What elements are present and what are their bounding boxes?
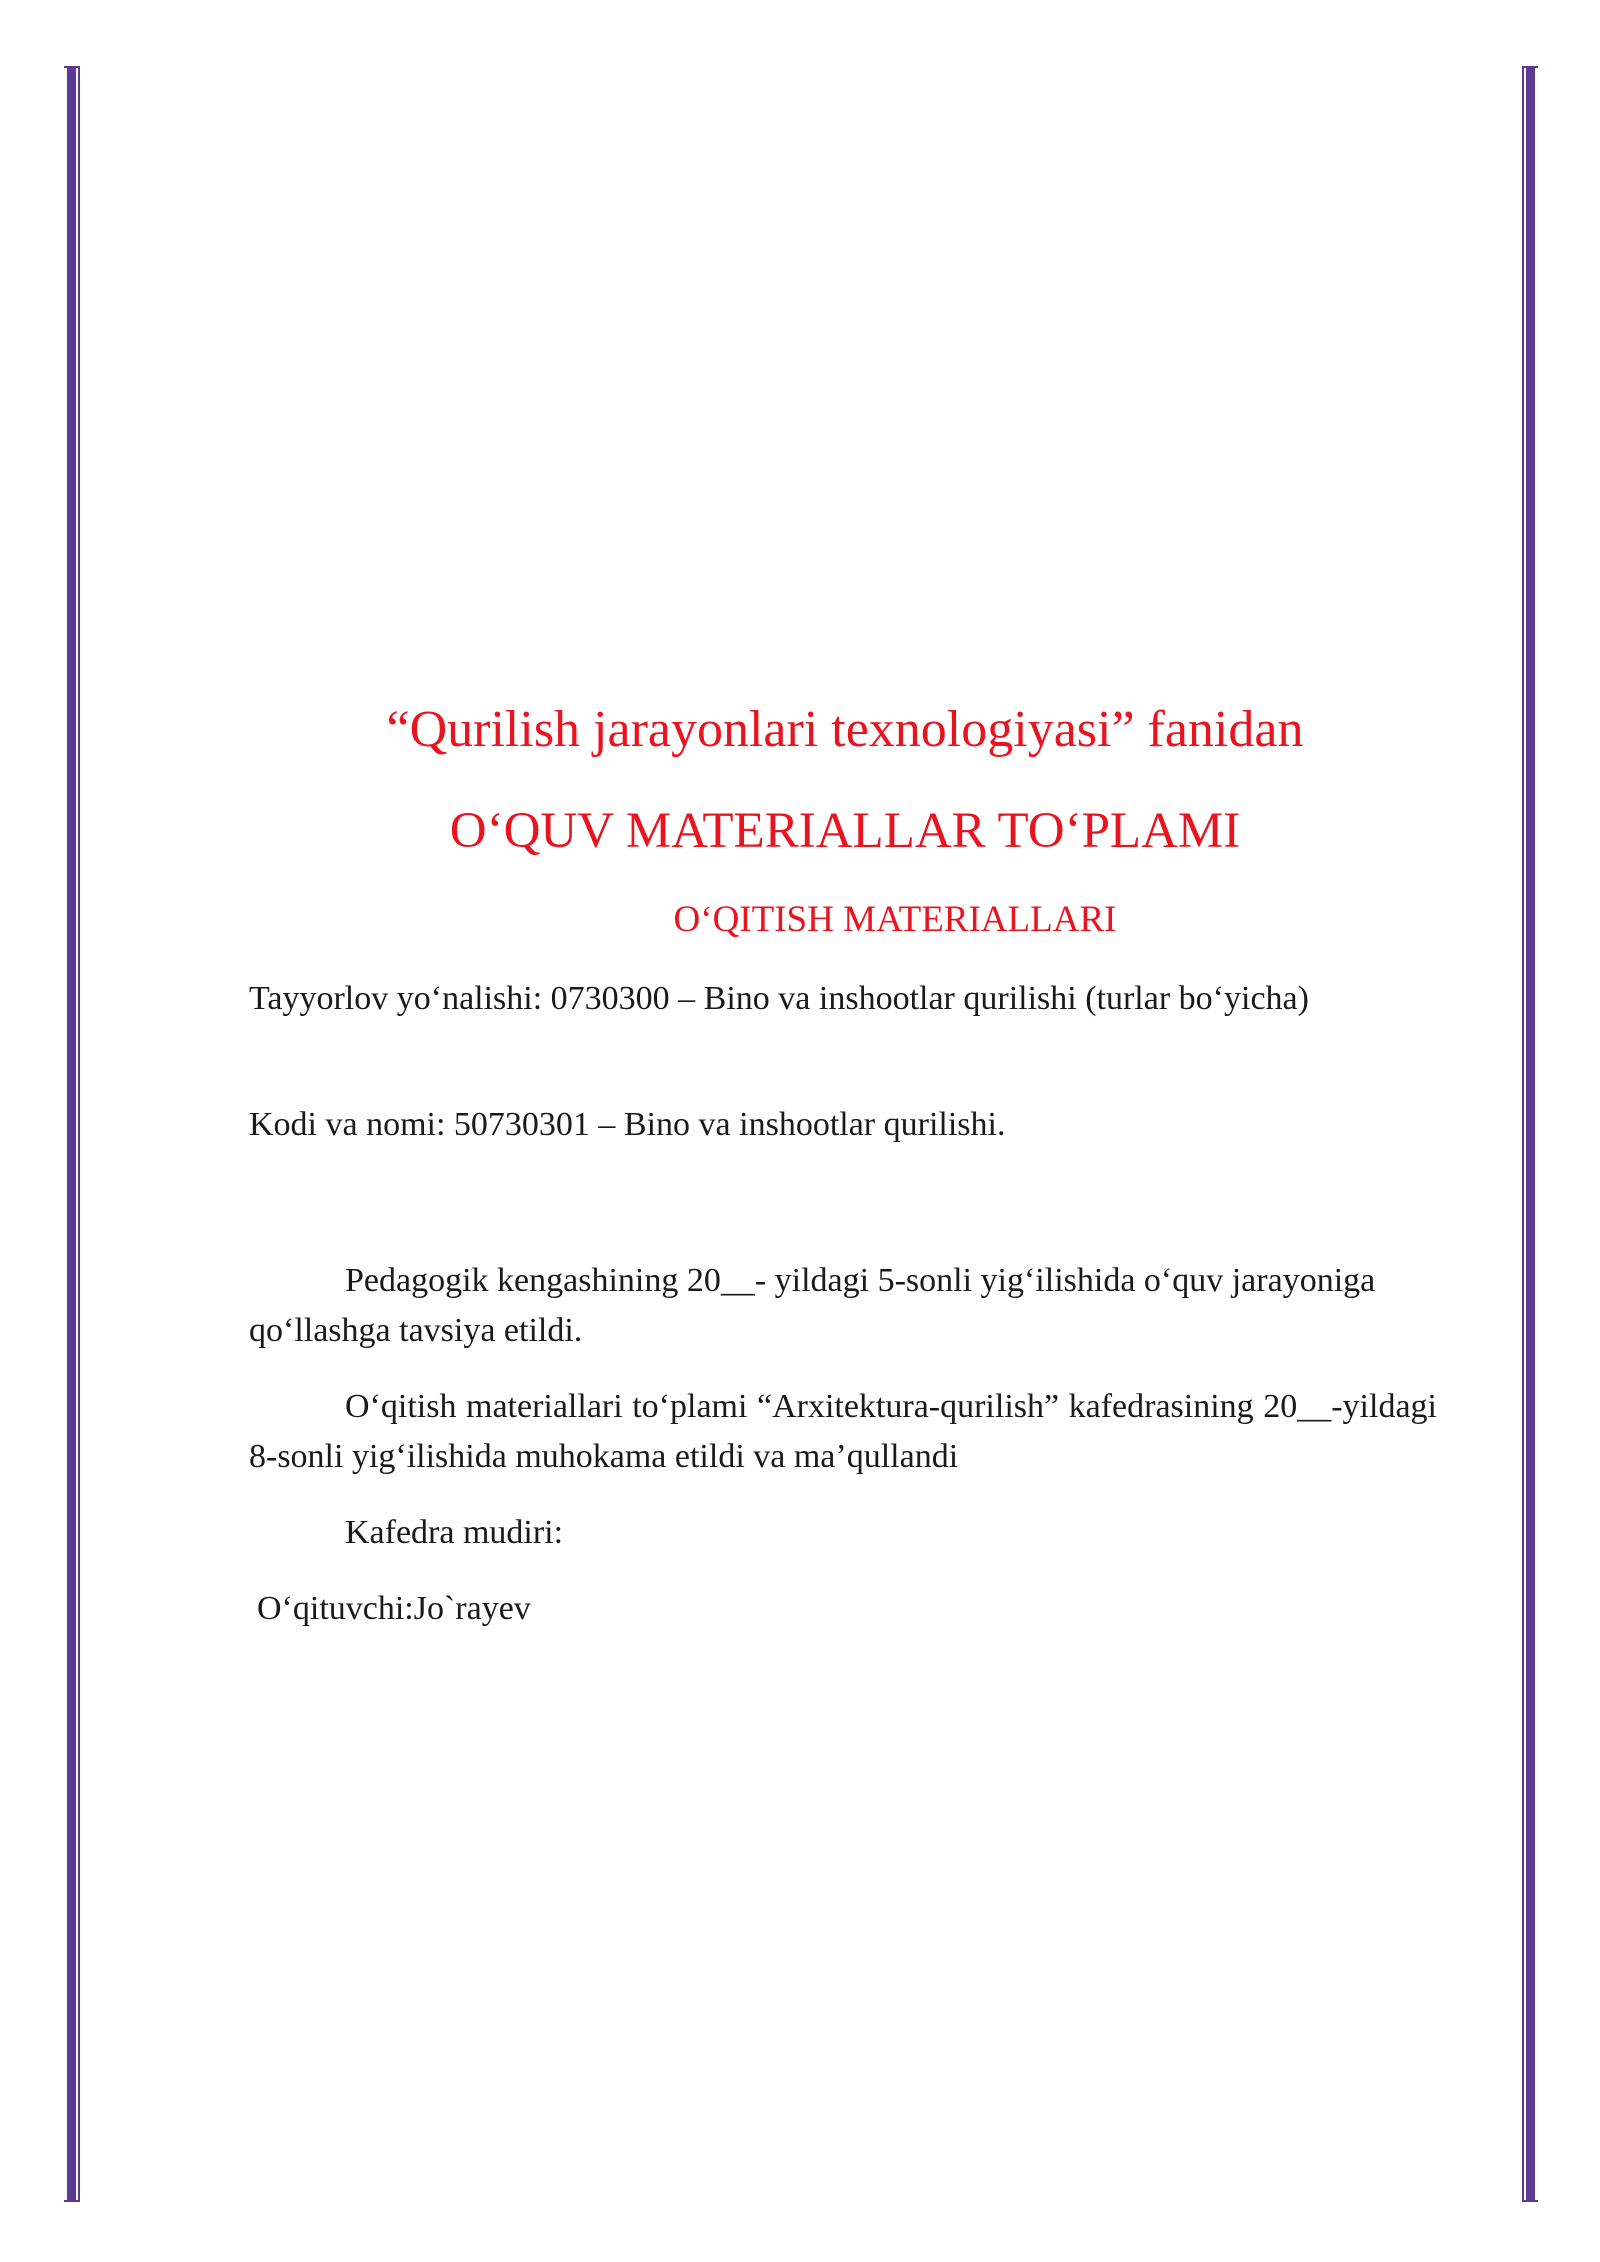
teacher-label: O‘qituvchi:Jo`rayev	[257, 1590, 531, 1627]
department-discussion	[249, 1382, 1437, 1482]
department-discussion-text: O‘qitish materiallari to‘plami “Arxitektura-qurilish” kafedrasining 20__-yildagi 8-sonli yig‘ilishida muhokama etildi va ma’qullandi	[249, 1388, 1437, 1475]
page-border-right	[1522, 66, 1538, 2202]
main-title: O‘QUV MATERIALLAR TO‘PLAMI	[449, 803, 1241, 859]
pedagogic-council-text: Pedagogik kengashining 20__- yildagi 5-sonli yig‘ilishida o‘quv jarayoniga qo‘llashga tavsiya etildi.	[249, 1262, 1376, 1349]
subject-title: “Qurilish jarayonlari texnologiyasi” fanidan	[386, 701, 1304, 758]
pedagogic-council-approval	[249, 1256, 1439, 1356]
code-and-name: Kodi va nomi: 50730301 – Bino va inshootlar qurilishi.	[249, 1106, 1006, 1143]
training-direction: Tayyorlov yo‘nalishi: 0730300 – Bino va inshootlar qurilishi (turlar bo‘yicha)	[249, 980, 1309, 1017]
page-border-left	[64, 66, 80, 2202]
head-of-department-label: Kafedra mudiri:	[345, 1514, 564, 1551]
sub-title: O‘QITISH MATERIALLARI	[673, 899, 1117, 940]
